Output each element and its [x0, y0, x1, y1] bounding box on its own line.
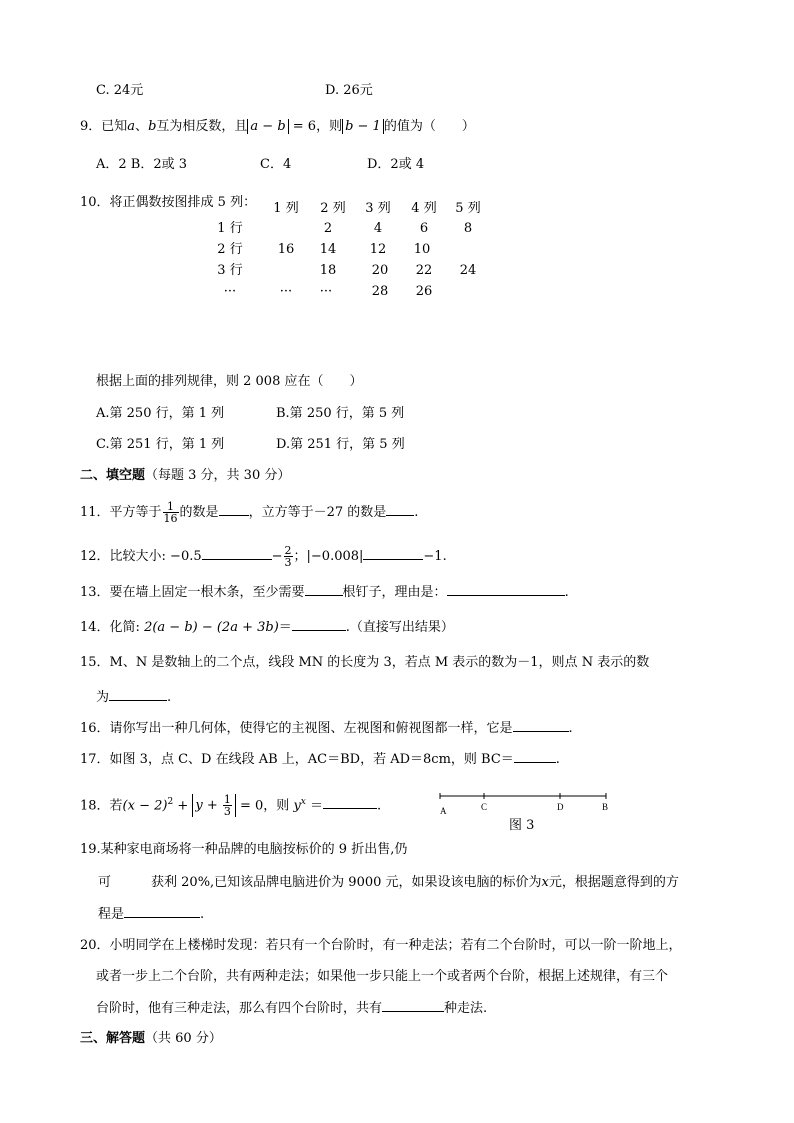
- q15-text: 为: [96, 690, 110, 705]
- table-cell: 16: [277, 242, 295, 257]
- answer-blank[interactable]: [219, 502, 249, 516]
- q13: [80, 582, 569, 602]
- q10-option-b: B.第 250 行，第 5 列: [276, 406, 405, 421]
- q12-end: −1.: [423, 549, 447, 564]
- point-label: B: [602, 802, 609, 812]
- point-label: A: [440, 806, 447, 816]
- q19-line2: [98, 874, 679, 892]
- q9-sep: 、: [135, 119, 149, 134]
- section-3-heading: [80, 1030, 222, 1048]
- table-cell: 2: [323, 221, 333, 236]
- q11-text-a: 11．平方等于: [80, 505, 162, 520]
- q10-question: 根据上面的排列规律，则 2 008 应在（ ）: [96, 374, 363, 389]
- table-cell: 10: [413, 242, 431, 257]
- col-header: 2 列: [320, 201, 346, 216]
- table-cell: 26: [415, 284, 433, 299]
- q8-option-d: D. 26元: [325, 83, 373, 98]
- q11-text-c: ，立方等于－27 的数是: [248, 505, 387, 520]
- q10-option-a: A.第 250 行，第 1 列: [96, 406, 225, 421]
- q11-text-b: 的数是: [179, 505, 219, 520]
- q9-mid: 互为相反数，且: [156, 119, 248, 134]
- q9-option-ab: A．2 B．2或 3: [96, 157, 188, 172]
- q14-text-a: 14．化简:: [80, 620, 145, 635]
- q15-end: .: [167, 690, 172, 705]
- q9-option-c: C．4: [260, 157, 292, 172]
- table-cell: 4: [373, 221, 383, 236]
- q19-var-x: x: [541, 875, 549, 890]
- q19-text-b: 获利 20%,已知该品牌电脑进价为 9000 元，如果设该电脑的标价为: [151, 875, 542, 890]
- answer-blank[interactable]: [202, 546, 272, 560]
- table-cell: 12: [369, 242, 387, 257]
- q11-end: .: [414, 505, 419, 520]
- point-label: C: [481, 802, 488, 812]
- answer-blank[interactable]: [513, 718, 569, 732]
- q10-stem: 10．将正偶数按图排成 5 列：: [80, 195, 257, 210]
- q10-option-c: C.第 251 行，第 1 列: [96, 437, 225, 452]
- fraction-numerator: 2: [284, 544, 292, 557]
- q12-fraction: [284, 545, 293, 568]
- section-2-heading: [80, 467, 290, 485]
- q9-option-d: D．2或 4: [367, 157, 425, 172]
- q18-var-x: x: [300, 797, 306, 807]
- section-2-title: 二、填空题: [80, 468, 146, 483]
- section-3-note: （共 60 分）: [145, 1031, 222, 1046]
- section-2-note: （每题 3 分，共 30 分）: [145, 468, 291, 483]
- fraction-denominator: 16: [163, 512, 178, 525]
- table-cell: 18: [319, 263, 337, 278]
- answer-blank[interactable]: [386, 502, 414, 516]
- q12-text-b: ；|−0.008|: [293, 549, 364, 564]
- q12-text-a: 12．比较大小: −0.5: [80, 549, 202, 564]
- point-label: D: [557, 802, 564, 812]
- q9-suffix: 的值为（ ）: [383, 119, 475, 134]
- q18-equals: ＝: [305, 798, 324, 814]
- q18-eq: = 0，则: [235, 798, 294, 814]
- table-cell: 24: [459, 263, 477, 278]
- answer-blank[interactable]: [124, 904, 200, 918]
- q15-line2: [96, 687, 171, 707]
- q18-fraction: [223, 794, 232, 817]
- fraction-numerator: 1: [163, 501, 179, 513]
- row-label: 2 行: [217, 242, 243, 257]
- q19-line3: [98, 904, 204, 924]
- fraction-denominator: 3: [223, 805, 231, 819]
- q12: [80, 545, 447, 568]
- q18-plus: +: [173, 798, 193, 814]
- row-label: ···: [223, 284, 237, 299]
- table-cell: 8: [463, 221, 473, 236]
- answer-blank[interactable]: [514, 749, 556, 763]
- row-label: 1 行: [217, 221, 243, 236]
- q9-stem: [80, 118, 475, 136]
- q19-line1: 19.某种家电商场将一种品牌的电脑按标价的 9 折出售,仍: [80, 842, 408, 857]
- answer-blank[interactable]: [323, 795, 377, 809]
- q14-equals: ＝: [278, 620, 292, 635]
- row-label: 3 行: [217, 263, 243, 278]
- q14: [80, 617, 454, 637]
- q20-line1: 20．小明同学在上楼梯时发现：若只有一个台阶时，有一种走法；若有二个台阶时，可以一阶一阶地上，: [80, 938, 682, 953]
- table-cell: ···: [279, 284, 293, 299]
- q18-y-term: y +: [195, 798, 222, 814]
- q18-base: (x − 2): [122, 798, 168, 814]
- q9-eq: = 6，则: [288, 119, 343, 134]
- q15-line1: 15．M、N 是数轴上的二个点，线段 MN 的长度为 3，若点 M 表示的数为－1，则点 N 表示的数: [80, 655, 650, 670]
- col-header: 5 列: [455, 201, 481, 216]
- q8-option-c: C. 24元: [96, 83, 144, 98]
- section-3-title: 三、解答题: [80, 1031, 146, 1046]
- q13-text-a: 13．要在墙上固定一根木条，至少需要: [80, 585, 305, 600]
- figure-3-caption: 图 3: [509, 818, 535, 833]
- table-cell: 22: [415, 263, 433, 278]
- q18-var-y: y: [293, 798, 301, 814]
- q19-text: 程是: [98, 907, 125, 922]
- q20-text-a: 台阶时，他有三种走法，那么有四个台阶时，共有: [96, 1001, 383, 1016]
- q20-line3: [96, 998, 487, 1018]
- q10-option-d: D.第 251 行，第 5 列: [276, 437, 405, 452]
- q18-abs-term: [192, 794, 236, 817]
- q16: [80, 718, 573, 738]
- q9-prefix: 9．已知: [80, 119, 128, 134]
- answer-blank[interactable]: [447, 582, 565, 596]
- col-header: 4 列: [411, 201, 437, 216]
- table-cell: ···: [319, 284, 333, 299]
- q9-var-a: a: [127, 119, 136, 134]
- q9-abs-a-minus-b: a − b: [247, 119, 288, 134]
- q9-var-b: b: [148, 119, 157, 134]
- q13-text-b: 根钉子，理由是：: [342, 585, 447, 600]
- q20-line2: 或者一步上二个台阶，共有两种走法；如果他一步只能上一个或者两个台阶，根据上述规律，有三个: [96, 969, 669, 984]
- q19-text-c: 元，根据题意得到的方: [548, 875, 679, 890]
- q11: [80, 501, 418, 524]
- q17-text: 17．如图 3，点 C、D 在线段 AB 上，AC＝BD，若 AD＝8cm，则 BC＝: [80, 752, 514, 767]
- col-header: 3 列: [365, 201, 391, 216]
- q18-end: .: [377, 798, 382, 814]
- q14-expression: 2(a − b) − (2a + 3b): [144, 620, 279, 635]
- answer-blank[interactable]: [363, 546, 423, 560]
- answer-blank[interactable]: [292, 617, 346, 631]
- fraction-denominator: 3: [284, 556, 292, 569]
- q18-text-a: 18．若: [80, 798, 123, 814]
- col-header: 1 列: [273, 201, 299, 216]
- answer-blank[interactable]: [305, 582, 343, 596]
- figure-3-segment: [436, 790, 616, 820]
- table-cell: 28: [371, 284, 389, 299]
- q9-abs-b-minus-1: b − 1: [342, 119, 384, 134]
- q19-text-a: 可: [98, 875, 112, 890]
- q11-fraction: [163, 501, 179, 524]
- q17: [80, 749, 560, 769]
- answer-blank[interactable]: [382, 998, 444, 1012]
- table-cell: 6: [419, 221, 429, 236]
- q16-end: .: [568, 721, 573, 736]
- q13-end: .: [564, 585, 569, 600]
- fraction-numerator: 1: [223, 793, 231, 807]
- q14-text-c: .（直接写出结果）: [345, 620, 454, 635]
- q20-text-b: 种走法.: [444, 1001, 488, 1016]
- table-cell: 14: [319, 242, 337, 257]
- q18-exponent: 2: [167, 797, 174, 807]
- answer-blank[interactable]: [109, 687, 167, 701]
- q17-end: .: [555, 752, 560, 767]
- q12-neg-sign: −: [271, 549, 283, 564]
- q16-text: 16．请你写出一种几何体，使得它的主视图、左视图和俯视图都一样，它是: [80, 721, 513, 736]
- q19-end: .: [200, 907, 205, 922]
- table-cell: 20: [371, 263, 389, 278]
- q18: [80, 793, 381, 817]
